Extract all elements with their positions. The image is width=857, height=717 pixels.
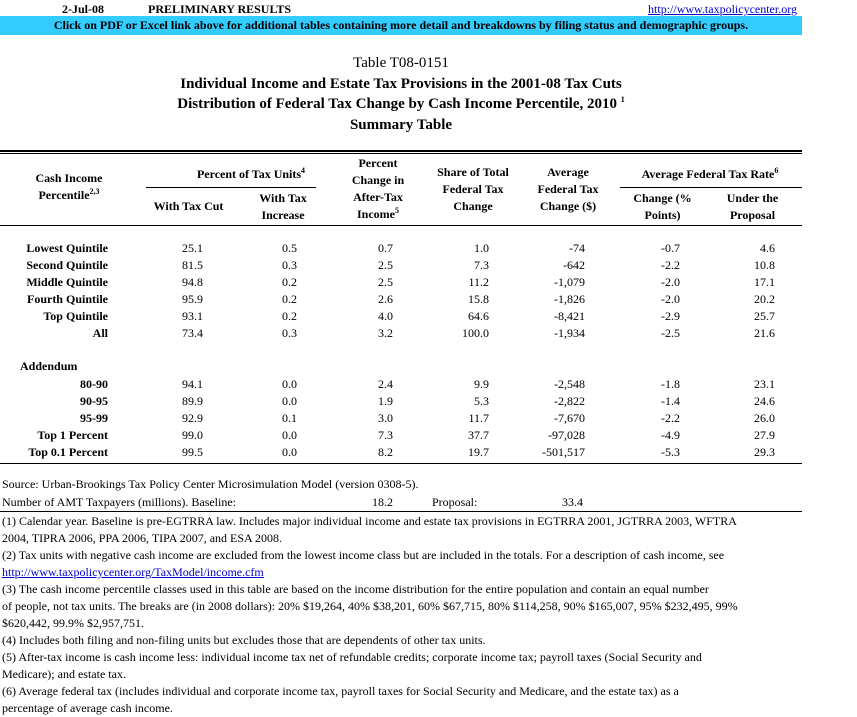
table-cell: 99.5 bbox=[182, 445, 203, 459]
table-cell: 99.0 bbox=[182, 428, 203, 442]
table-cell: 26.0 bbox=[754, 411, 775, 425]
table-cell: -1.8 bbox=[661, 377, 680, 391]
row-label: Top Quintile bbox=[43, 309, 108, 323]
table-title: Individual Income and Estate Tax Provisions in the 2001-08 Tax Cuts bbox=[180, 76, 622, 92]
table-cell: 1.0 bbox=[474, 241, 489, 255]
table-cell: 2.6 bbox=[378, 292, 393, 306]
table-cell: 0.0 bbox=[282, 377, 297, 391]
table-cell: -2.0 bbox=[661, 292, 680, 306]
table-cell: 94.1 bbox=[182, 377, 203, 391]
table-cell: 93.1 bbox=[182, 309, 203, 323]
table-cell: 0.2 bbox=[282, 309, 297, 323]
table-cell: -1,079 bbox=[554, 275, 585, 289]
table-cell: -1,934 bbox=[554, 326, 585, 340]
table-cell: 11.7 bbox=[468, 411, 489, 425]
table-cell: -2,548 bbox=[554, 377, 585, 391]
col-group-avg-tax-rate: Average Federal Tax Rate$^6$ bbox=[641, 166, 779, 181]
table-cell: -8,421 bbox=[554, 309, 585, 323]
table-cell: 29.3 bbox=[754, 445, 775, 459]
col-with-tax-cut: With Tax Cut bbox=[153, 199, 224, 213]
table-cell: 10.8 bbox=[754, 258, 775, 272]
table-cell: 5.3 bbox=[474, 394, 489, 408]
table-cell: 17.1 bbox=[754, 275, 775, 289]
table-cell: 4.6 bbox=[760, 241, 775, 255]
note-5: (5) After-tax income is cash income less: individual income tax net of refundable credits; corporate income tax; payroll taxes (Social Security and Medicare); and estate tax. bbox=[2, 650, 702, 681]
table-cell: 0.2 bbox=[282, 275, 297, 289]
table-cell: 25.1 bbox=[182, 241, 203, 255]
table-cell: -7,670 bbox=[554, 411, 585, 425]
group1-rule bbox=[146, 187, 316, 188]
row-label: Top 1 Percent bbox=[37, 428, 108, 442]
table-cell: -74 bbox=[569, 241, 585, 255]
table-cell: 27.9 bbox=[754, 428, 775, 442]
table-cell: -2.2 bbox=[661, 411, 680, 425]
col-pct-change-after-tax: Percent Change in After-Tax Income$^5$ bbox=[351, 156, 405, 221]
table-cell: -2,822 bbox=[554, 394, 585, 408]
table-cell: 92.9 bbox=[182, 411, 203, 425]
row-label: 90-95 bbox=[80, 394, 108, 408]
col-cash-income-header: Cash Income Percentile$^{2,3}$ bbox=[35, 171, 103, 202]
table-cell: -4.9 bbox=[661, 428, 680, 442]
table-cell: -1,826 bbox=[554, 292, 585, 306]
preliminary-label: PRELIMINARY RESULTS bbox=[148, 2, 292, 16]
note-6: (6) Average federal tax (includes individual and corporate income tax, payroll taxes for Social Security and Medicare, and the estate tax) as a percentage of average cash income. bbox=[2, 684, 679, 715]
row-label: Lowest Quintile bbox=[26, 241, 108, 255]
note-4: (4) Includes both filing and non-filing units but excludes those that are dependents of other tax units. bbox=[2, 633, 486, 647]
table-cell: 9.9 bbox=[474, 377, 489, 391]
table-cell: -97,028 bbox=[548, 428, 585, 442]
addendum-label: Addendum bbox=[20, 359, 78, 373]
header-bottom-rule bbox=[0, 225, 802, 226]
note-1: (1) Calendar year. Baseline is pre-EGTRRA law. Includes major individual income and estate tax provisions in EGTRRA 2001, JGTRRA 2003, WFTRA 2004, TIPRA 2006, PPA 2006, TIPA 2007, and ESA 2008. bbox=[2, 514, 737, 545]
table-cell: 7.3 bbox=[378, 428, 393, 442]
table-cell: 15.8 bbox=[468, 292, 489, 306]
table-cell: 11.2 bbox=[468, 275, 489, 289]
row-label: 95-99 bbox=[80, 411, 108, 425]
row-label: Second Quintile bbox=[26, 258, 108, 272]
table-cell: 81.5 bbox=[182, 258, 203, 272]
table-cell: 0.0 bbox=[282, 394, 297, 408]
amt-baseline-label: Number of AMT Taxpayers (millions). Baseline: bbox=[2, 495, 237, 509]
table-cell: 2.5 bbox=[378, 258, 393, 272]
note-2: (2) Tax units with negative cash income are excluded from the lowest income class but are included in the totals. For a description of cash income, see http://www.taxpolicycenter.org/TaxModel/income.cfm bbox=[2, 548, 725, 579]
table-cell: 0.3 bbox=[282, 258, 297, 272]
source-note: Source: Urban-Brookings Tax Policy Center Microsimulation Model (version 0308-5). bbox=[2, 477, 419, 491]
table-cell: 64.6 bbox=[468, 309, 489, 323]
col-rate-change: Change (% Points) bbox=[633, 191, 692, 222]
table-cell: -5.3 bbox=[661, 445, 680, 459]
amt-baseline-value: 18.2 bbox=[372, 495, 393, 509]
row-label: Middle Quintile bbox=[26, 275, 108, 289]
row-label: All bbox=[92, 326, 108, 340]
col-share-total-tax-change: Share of Total Federal Tax Change bbox=[437, 165, 509, 213]
amt-proposal-value: 33.4 bbox=[562, 495, 583, 509]
table-cell: -2.0 bbox=[661, 275, 680, 289]
table-subtitle: Distribution of Federal Tax Change by Cash Income Percentile, 2010 $^1$ bbox=[177, 95, 625, 112]
table-top-rule-thin bbox=[0, 153, 802, 154]
row-label: 80-90 bbox=[80, 377, 108, 391]
table-cell: 2.4 bbox=[378, 377, 393, 391]
table-cell: 0.1 bbox=[282, 411, 297, 425]
table-cell: 3.2 bbox=[378, 326, 393, 340]
col-avg-tax-change: Average Federal Tax Change ($) bbox=[537, 165, 599, 213]
table-cell: 95.9 bbox=[182, 292, 203, 306]
table-cell: 89.9 bbox=[182, 394, 203, 408]
income-definition-link[interactable]: http://www.taxpolicycenter.org/TaxModel/income.cfm bbox=[2, 565, 264, 579]
note-3: (3) The cash income percentile classes used in this table are based on the income distribution for the entire population and contain an equal number of people, not tax units. The breaks are (in 2008 dollars): 20% $19,264, 40% $38,201, 60% $67,715, 80% $114,258, 90% $165,007, 95% $232,495, 99% $620,442, 99.9% $2,957,751. bbox=[2, 582, 738, 630]
table-cell: 0.0 bbox=[282, 428, 297, 442]
table-cell: -501,517 bbox=[542, 445, 585, 459]
table-cell: 0.3 bbox=[282, 326, 297, 340]
table-cell: 19.7 bbox=[468, 445, 489, 459]
table-cell: 0.5 bbox=[282, 241, 297, 255]
row-label: Fourth Quintile bbox=[26, 292, 108, 306]
table-cell: -642 bbox=[563, 258, 585, 272]
table-cell: 21.6 bbox=[754, 326, 775, 340]
table-cell: 94.8 bbox=[182, 275, 203, 289]
table-cell: -0.7 bbox=[661, 241, 680, 255]
table-cell: -1.4 bbox=[661, 394, 680, 408]
amt-proposal-label: Proposal: bbox=[432, 495, 478, 509]
col-rate-under-proposal: Under the Proposal bbox=[726, 191, 779, 222]
table-cell: 0.2 bbox=[282, 292, 297, 306]
table-cell: 3.0 bbox=[378, 411, 393, 425]
table-cell: 0.7 bbox=[378, 241, 393, 255]
summary-label: Summary Table bbox=[349, 117, 453, 133]
table-cell: 1.9 bbox=[378, 394, 393, 408]
table-cell: 7.3 bbox=[474, 258, 489, 272]
table-cell: 37.7 bbox=[468, 428, 489, 442]
table-top-rule bbox=[0, 150, 802, 152]
group2-rule bbox=[620, 187, 802, 188]
table-cell: 20.2 bbox=[754, 292, 775, 306]
table-cell: 100.0 bbox=[462, 326, 489, 340]
notes-rule bbox=[0, 511, 802, 512]
table-cell: 25.7 bbox=[754, 309, 775, 323]
row-label: Top 0.1 Percent bbox=[28, 445, 108, 459]
col-group-percent-tax-units: Percent of Tax Units$^4$ bbox=[196, 166, 306, 181]
tpc-link[interactable]: http://www.taxpolicycenter.org bbox=[648, 2, 797, 16]
report-date: 2-Jul-08 bbox=[62, 2, 104, 16]
info-banner: Click on PDF or Excel link above for additional tables containing more detail and breakdowns by filing status and demographic groups. bbox=[0, 16, 802, 35]
table-cell: -2.2 bbox=[661, 258, 680, 272]
table-cell: -2.5 bbox=[661, 326, 680, 340]
table-cell: -2.9 bbox=[661, 309, 680, 323]
table-cell: 4.0 bbox=[378, 309, 393, 323]
table-cell: 0.0 bbox=[282, 445, 297, 459]
table-bottom-rule bbox=[0, 463, 802, 464]
table-cell: 24.6 bbox=[754, 394, 775, 408]
table-cell: 2.5 bbox=[378, 275, 393, 289]
table-cell: 73.4 bbox=[182, 326, 203, 340]
table-cell: 23.1 bbox=[754, 377, 775, 391]
col-with-tax-increase: With Tax Increase bbox=[259, 191, 307, 222]
table-cell: 8.2 bbox=[378, 445, 393, 459]
table-number: Table T08-0151 bbox=[353, 55, 449, 71]
